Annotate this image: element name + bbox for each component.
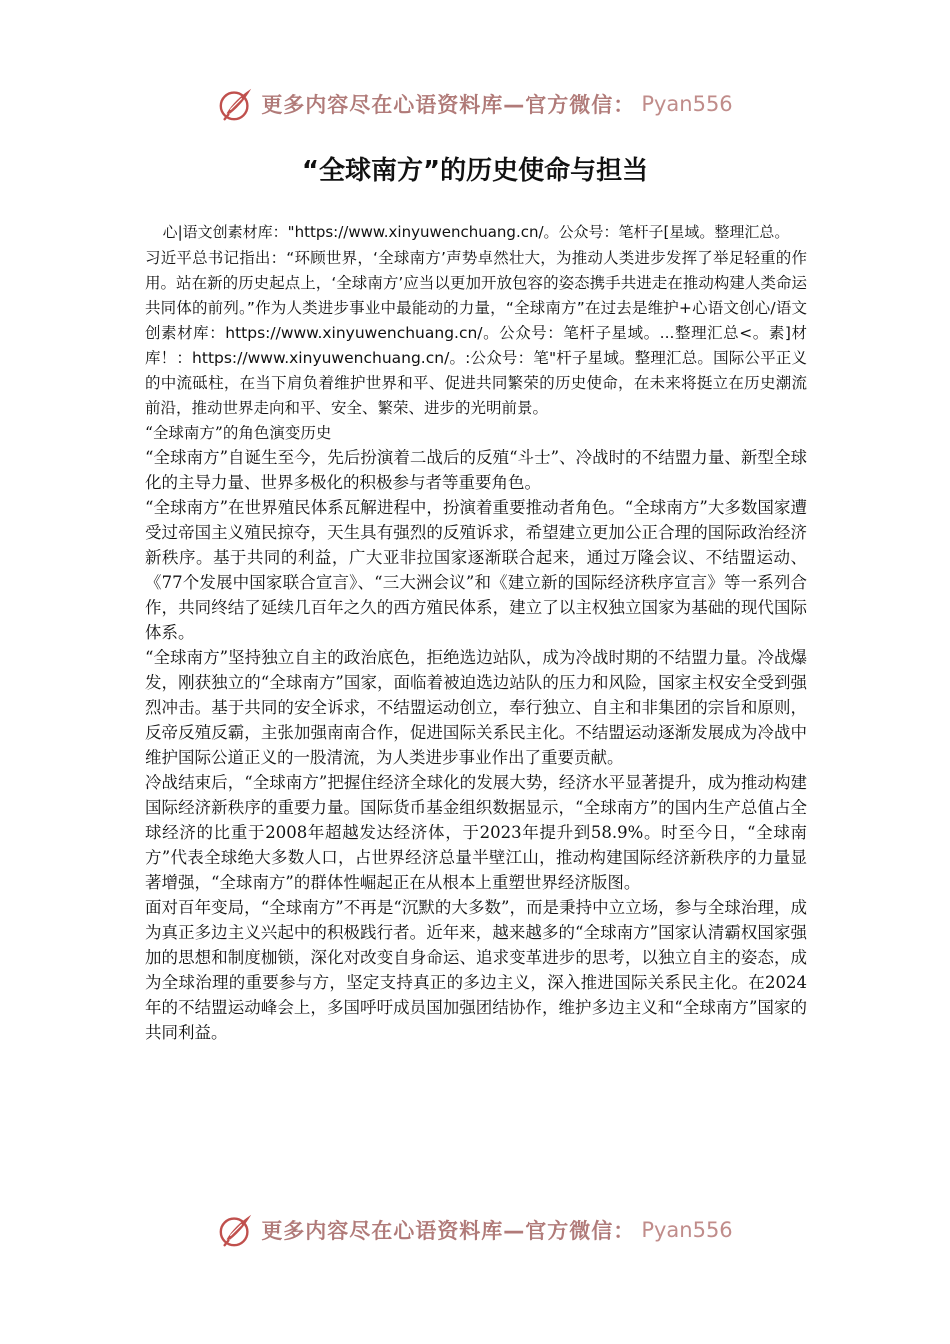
body-paragraph-5: 面对百年变局，“全球南方”不再是“沉默的大多数”，而是秉持中立立场，参与全球治理，成为真正多边主义兴起中的积极践行者。近年来，越来越多的“全球南方”国家认清霸权国家强加的思想和制度枷锁，深化对改变自身命运、追求变革进步的思考，以独立自主的姿态，成为全球治理的重要参与方，坚定支持真正的多边主义，深入推进国际关系民主化。在2024年的不结盟运动峰会上，多国呼吁成员国加强团结协作，维护多边主义和“全球南方”国家的共同利益。	[145, 898, 807, 1042]
body-paragraph-4: 冷战结束后，“全球南方”把握住经济全球化的发展大势，经济水平显著提升，成为推动构建国际经济新秩序的重要力量。国际货币基金组织数据显示，“全球南方”的国内生产总值占全球经济的比重于2008年超越发达经济体，于2023年提升到58.9%。时至今日，“全球南方”代表全球绝大多数人口，占世界经济总量半壁江山，推动构建国际经济新秩序的力量显著增强，“全球南方”的群体性崛起正在从根本上重塑世界经济版图。	[145, 773, 807, 892]
footer-brand-text: 更多内容尽在心语资料库—官方微信：	[261, 1219, 636, 1243]
body-paragraph-1: “全球南方”自诞生至今，先后扮演着二战后的反殖“斗士”、冷战时的不结盟力量、新型全球化的主导力量、世界多极化的积极参与者等重要角色。	[145, 448, 807, 492]
header-banner	[0, 82, 950, 126]
document-body	[145, 220, 807, 1045]
page-title: “全球南方”的历史使命与担当	[301, 156, 649, 186]
body-paragraph-2: “全球南方”在世界殖民体系瓦解进程中，扮演着重要推动者角色。“全球南方”大多数国家遭受过帝国主义殖民掠夺，天生具有强烈的反殖诉求，希望建立更加公正合理的国际政治经济新秩序。基于共同的利益，广大亚非拉国家逐渐联合起来，通过万隆会议、不结盟运动、《77个发展中国家联合宣言》、“三大洲会议”和《建立新的国际经济秩序宣言》等一系列合作，共同终结了延续几百年之久的西方殖民体系，建立了以主权独立国家为基础的现代国际体系。	[145, 498, 807, 642]
feather-pen-logo-icon	[217, 1211, 255, 1249]
feather-pen-logo-icon	[217, 85, 255, 123]
footer-wechat-id: Pyan556	[641, 1218, 733, 1242]
banner-brand-text: 更多内容尽在心语资料库—官方微信：	[261, 93, 636, 117]
body-paragraph-3: “全球南方”坚持独立自主的政治底色，拒绝选边站队，成为冷战时期的不结盟力量。冷战爆发，刚获独立的“全球南方”国家，面临着被迫选边站队的压力和风险，国家主权安全受到强烈冲击。基于共同的安全诉求，不结盟运动创立，奉行独立、自主和非集团的宗旨和原则，反帝反殖反霸，主张加强南南合作，促进国际关系民主化。不结盟运动逐渐发展成为冷战中维护国际公道正义的一股清流，为人类进步事业作出了重要贡献。	[145, 648, 807, 767]
section-heading: “全球南方”的角色演变历史	[145, 424, 332, 442]
source-note: 心|语文创素材库："https://www.xinyuwenchuang.cn/。公众号：笔杆子[星域。整理汇总。	[162, 223, 790, 241]
footer-banner	[0, 1208, 950, 1252]
lead-paragraph: 习近平总书记指出：“环顾世界，‘全球南方’声势卓然壮大，为推动人类进步发挥了举足轻重的作用。站在新的历史起点上，‘全球南方’应当以更加开放包容的姿态携手共进走在推动构建人类命运共同体的前列。”作为人类进步事业中最能动的力量，“全球南方”在过去是维护+心语文创心/语文创素材库：https://www.xinyuwenchuang.cn/。公众号：笔杆子星域。...整理汇总<。素]材库！：https://www.xinyuwenchuang.cn/。:公众号：笔"杆子星域。整理汇总。国际公平正义的中流砥柱，在当下肩负着维护世界和平、促进共同繁荣的历史使命，在未来将挺立在历史潮流前沿，推动世界走向和平、安全、繁荣、进步的光明前景。	[145, 249, 807, 417]
banner-wechat-id: Pyan556	[641, 92, 733, 116]
